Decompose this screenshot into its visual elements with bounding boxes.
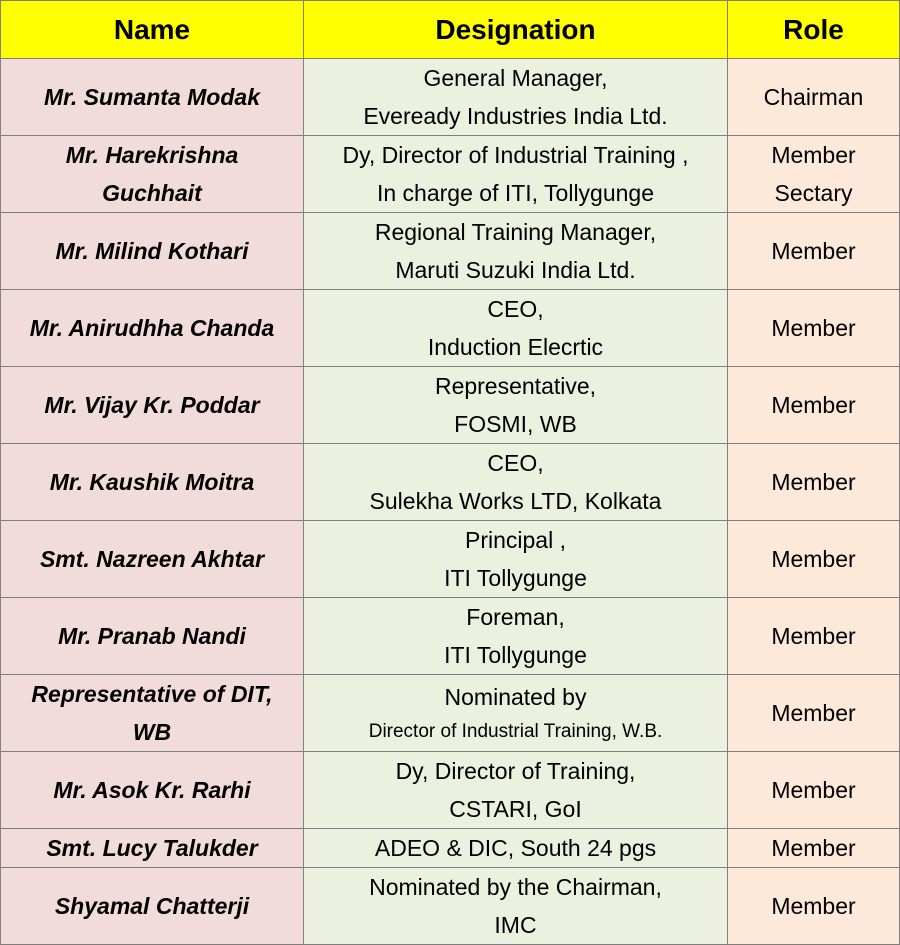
role-text: Sectary (774, 180, 853, 206)
designation-line: Principal , (465, 527, 566, 553)
designation-line: In charge of ITI, Tollygunge (376, 180, 655, 206)
role-text: Member (771, 469, 856, 495)
member-name: Representative of DIT, (31, 681, 273, 707)
role-text: Member (771, 700, 856, 726)
role-text: Member (771, 238, 856, 264)
designation-line: Foreman, (466, 604, 565, 630)
member-name-cell (1, 598, 304, 675)
table-row (1, 136, 900, 213)
designation-cell (304, 521, 728, 598)
member-name-cell (1, 290, 304, 367)
member-name-cell (1, 829, 304, 868)
header-row (1, 1, 900, 59)
designation-line: Nominated by (444, 684, 587, 710)
role-text: Chairman (763, 84, 864, 110)
role-cell (728, 444, 900, 521)
table-row (1, 752, 900, 829)
designation-cell (304, 290, 728, 367)
designation-cell (304, 367, 728, 444)
member-name: Mr. Sumanta Modak (44, 84, 260, 110)
member-name-cell (1, 59, 304, 136)
designation-line: Maruti Suzuki India Ltd. (395, 257, 636, 283)
role-text: Member (771, 392, 856, 418)
member-name: Mr. Harekrishna (65, 142, 239, 168)
designation-line: CSTARI, GoI (449, 796, 582, 822)
role-text: Member (771, 546, 856, 572)
role-cell (728, 521, 900, 598)
role-cell (728, 829, 900, 868)
designation-line: ITI Tollygunge (444, 642, 587, 668)
member-name-cell (1, 367, 304, 444)
role-cell (728, 598, 900, 675)
member-name: Mr. Milind Kothari (55, 238, 249, 264)
member-name-cell (1, 444, 304, 521)
designation-line: Sulekha Works LTD, Kolkata (369, 488, 662, 514)
role-cell (728, 367, 900, 444)
designation-cell (304, 213, 728, 290)
designation-cell (304, 675, 728, 752)
member-name: Guchhait (102, 180, 202, 206)
role-text: Member (771, 777, 856, 803)
table-row (1, 598, 900, 675)
role-text: Member (771, 315, 856, 341)
table-header (1, 1, 900, 59)
designation-cell (304, 752, 728, 829)
role-cell (728, 59, 900, 136)
member-name: Mr. Pranab Nandi (58, 623, 246, 649)
designation-line: Induction Elecrtic (427, 334, 604, 360)
designation-column-header: Designation (304, 1, 728, 59)
designation-cell (304, 59, 728, 136)
table-row (1, 521, 900, 598)
member-name-cell (1, 675, 304, 752)
member-name-cell (1, 213, 304, 290)
member-name: Mr. Vijay Kr. Poddar (44, 392, 260, 418)
member-name: WB (132, 719, 172, 745)
table-row (1, 290, 900, 367)
role-cell (728, 136, 900, 213)
member-name: Mr. Asok Kr. Rarhi (53, 777, 251, 803)
role-cell (728, 213, 900, 290)
member-name: Mr. Kaushik Moitra (49, 469, 255, 495)
designation-line: IMC (494, 912, 537, 938)
member-name: Mr. Anirudhha Chanda (29, 315, 275, 341)
role-text: Member (771, 893, 856, 919)
designation-line: Dy, Director of Training, (395, 758, 636, 784)
designation-line: Dy, Director of Industrial Training , (342, 142, 689, 168)
member-name: Shyamal Chatterji (54, 893, 250, 919)
designation-line: CEO, (487, 296, 544, 322)
designation-line: Regional Training Manager, (374, 219, 657, 245)
designation-cell (304, 136, 728, 213)
table-row (1, 59, 900, 136)
designation-line: CEO, (487, 450, 544, 476)
designation-line: ITI Tollygunge (444, 565, 587, 591)
designation-line: Nominated by the Chairman, (369, 874, 662, 900)
designation-line: Representative, (434, 373, 597, 399)
member-name-cell (1, 521, 304, 598)
designation-cell (304, 829, 728, 868)
member-name: Smt. Nazreen Akhtar (39, 546, 265, 572)
table-body (1, 59, 900, 945)
table-row (1, 444, 900, 521)
table-row (1, 213, 900, 290)
designation-line: ADEO & DIC, South 24 pgs (374, 835, 657, 861)
member-name: Smt. Lucy Talukder (46, 835, 258, 861)
role-text: Member (771, 835, 856, 861)
designation-line: Director of Industrial Training, W.B. (368, 721, 663, 742)
role-text: Member (771, 142, 856, 168)
table-row (1, 675, 900, 752)
name-column-header: Name (1, 1, 304, 59)
member-name-cell (1, 136, 304, 213)
designation-line: Eveready Industries India Ltd. (363, 103, 668, 129)
table-row (1, 367, 900, 444)
role-text: Member (771, 623, 856, 649)
designation-line: FOSMI, WB (454, 411, 577, 437)
role-column-header: Role (728, 1, 900, 59)
designation-cell (304, 598, 728, 675)
role-cell (728, 675, 900, 752)
designation-line: General Manager, (423, 65, 608, 91)
table-row (1, 829, 900, 868)
role-cell (728, 290, 900, 367)
member-name-cell (1, 752, 304, 829)
designation-cell (304, 444, 728, 521)
role-cell (728, 752, 900, 829)
